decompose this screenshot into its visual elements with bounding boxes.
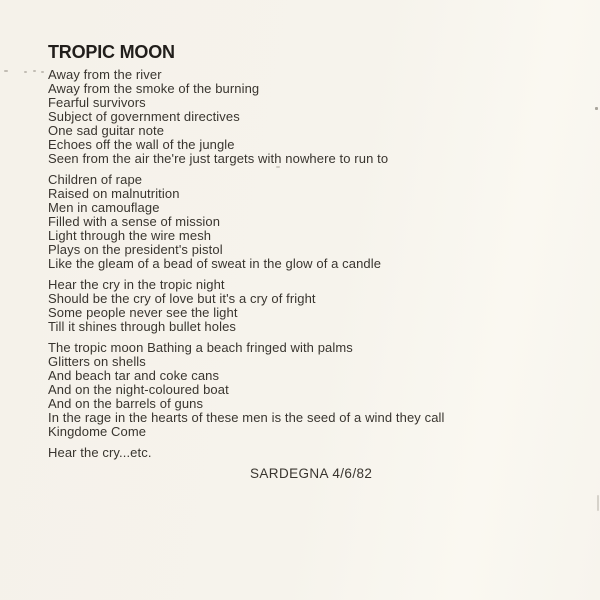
lyric-line: Like the gleam of a bead of sweat in the glow of a candle bbox=[48, 256, 382, 271]
lyric-line: Children of rape bbox=[48, 172, 143, 187]
lyric-line: And on the night-coloured boat bbox=[48, 382, 229, 397]
lyric-line: Echoes off the wall of the jungle bbox=[48, 137, 235, 152]
lyric-line: Hear the cry in the tropic night bbox=[48, 277, 225, 292]
lyric-line: Fearful survivors bbox=[48, 95, 146, 110]
stanza-2 bbox=[48, 173, 560, 271]
lyric-line: Raised on malnutrition bbox=[48, 186, 180, 201]
lyric-line: Light through the wire mesh bbox=[48, 228, 212, 243]
lyric-line: Glitters on shells bbox=[48, 354, 146, 369]
scan-speck bbox=[4, 70, 8, 72]
lyric-line: Men in camouflage bbox=[48, 200, 160, 215]
stanza-4 bbox=[48, 341, 560, 439]
lyric-line: And beach tar and coke cans bbox=[48, 368, 220, 383]
scan-speck bbox=[41, 71, 44, 73]
lyric-line: Hear the cry...etc. bbox=[48, 445, 152, 460]
lyric-line: Away from the smoke of the burning bbox=[48, 81, 260, 96]
scan-edge-artifact bbox=[597, 495, 599, 511]
song-title: TROPIC MOON bbox=[48, 42, 175, 62]
stanza-refrain bbox=[48, 446, 560, 460]
scan-speck bbox=[33, 70, 36, 72]
lyric-line: Some people never see the light bbox=[48, 305, 238, 320]
lyric-line: Away from the river bbox=[48, 67, 162, 82]
lyric-line: The tropic moon Bathing a beach fringed with palms bbox=[48, 340, 353, 355]
lyric-line: In the rage in the hearts of these men is the seed of a wind they call bbox=[48, 410, 445, 425]
lyric-line: Filled with a sense of mission bbox=[48, 214, 221, 229]
lyric-line: Till it shines through bullet holes bbox=[48, 319, 237, 334]
scan-speck bbox=[24, 71, 27, 73]
scan-speck bbox=[276, 166, 280, 168]
lyric-line: One sad guitar note bbox=[48, 123, 165, 138]
credit-line: SARDEGNA 4/6/82 bbox=[250, 466, 373, 481]
lyric-line: Seen from the air the're just targets with nowhere to run to bbox=[48, 151, 389, 166]
stanza-1 bbox=[48, 68, 560, 166]
stanza-3 bbox=[48, 278, 560, 334]
lyric-line: Kingdome Come bbox=[48, 424, 147, 439]
lyric-line: Subject of government directives bbox=[48, 109, 240, 124]
lyric-line: And on the barrels of guns bbox=[48, 396, 204, 411]
lyric-line: Plays on the president's pistol bbox=[48, 242, 223, 257]
scan-speck bbox=[595, 107, 598, 110]
lyric-line: Should be the cry of love but it's a cry of fright bbox=[48, 291, 316, 306]
